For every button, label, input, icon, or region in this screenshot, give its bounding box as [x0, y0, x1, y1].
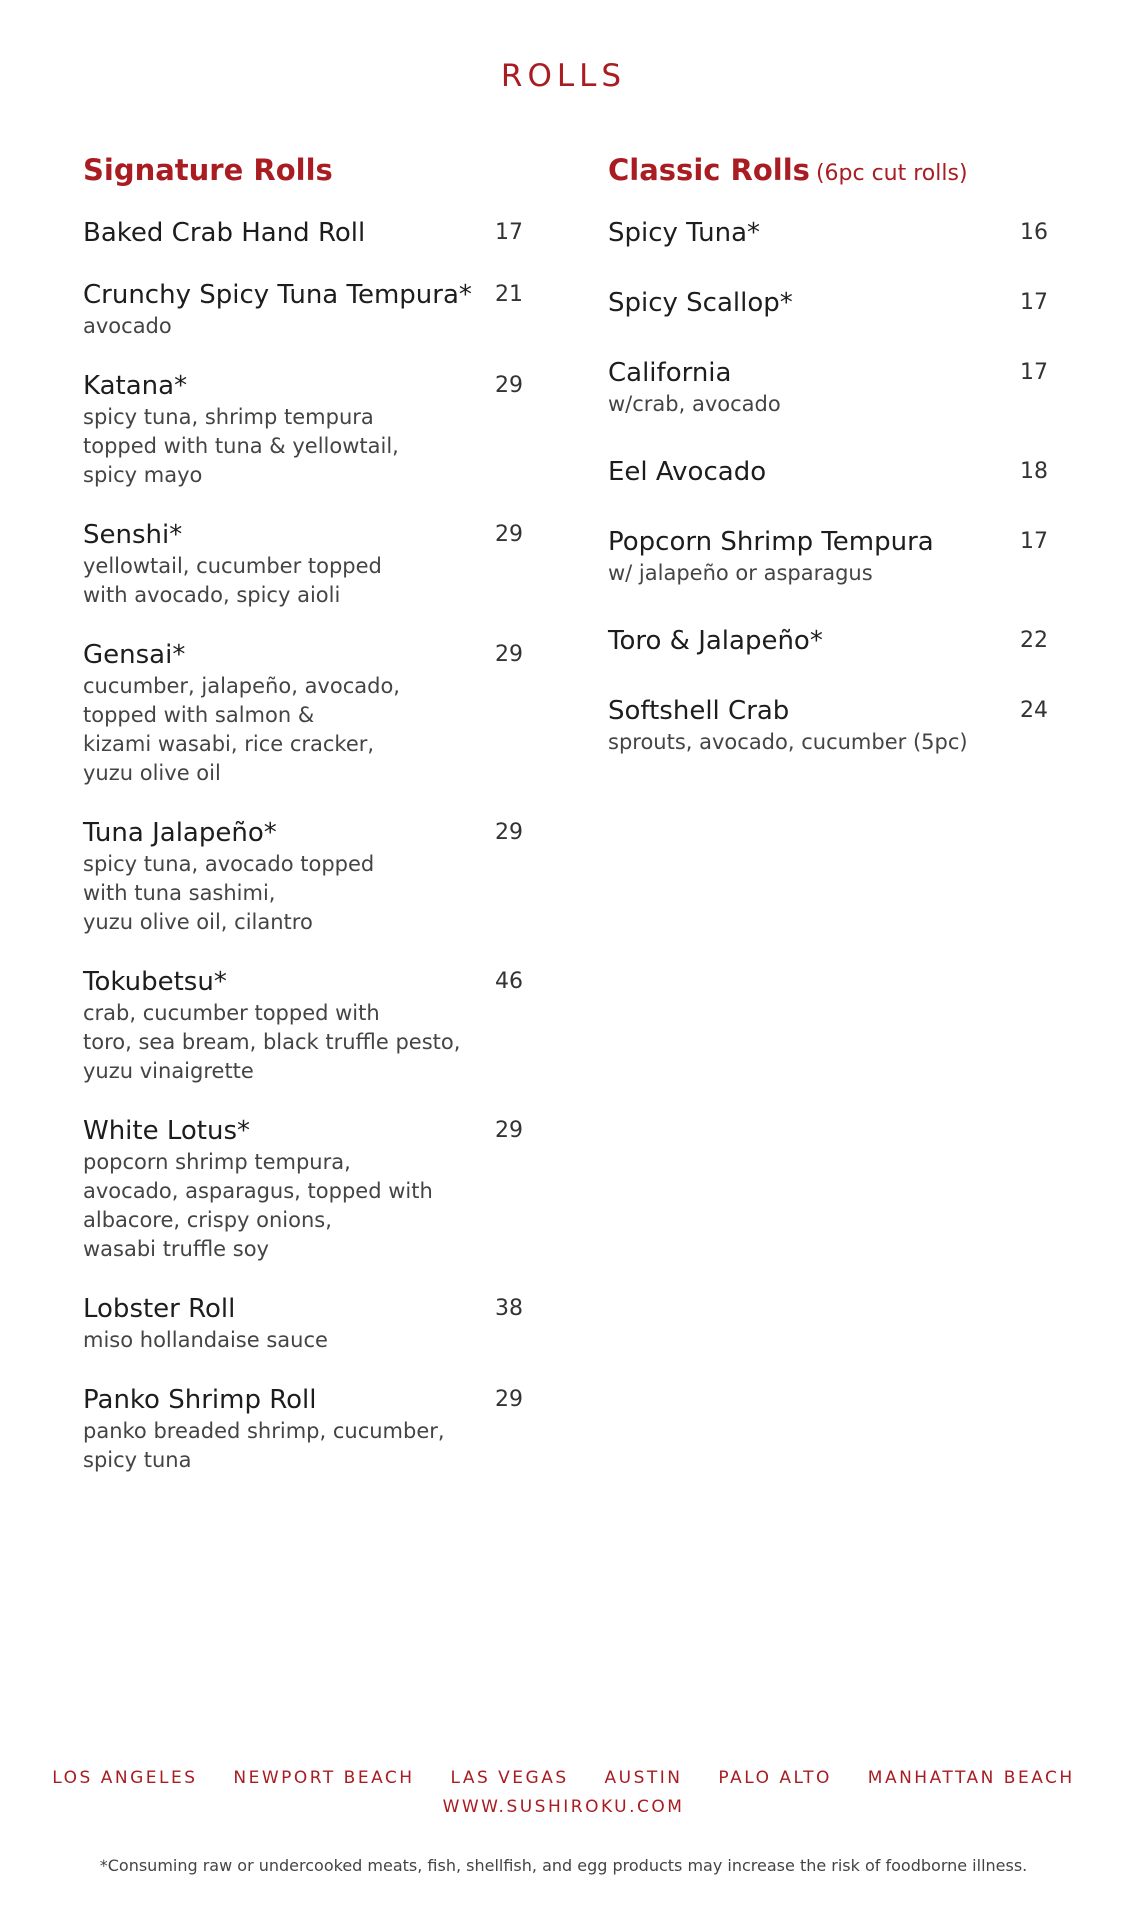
page-title: ROLLS [500, 58, 627, 94]
item-name: Toro & Jalapeño* [608, 626, 823, 656]
location-name: MANHATTAN BEACH [867, 1768, 1075, 1788]
website-link[interactable]: WWW.SUSHIROKU.COM [442, 1797, 685, 1817]
item-price: 22 [1020, 628, 1048, 653]
item-description: w/crab, avocado [608, 392, 781, 416]
menu-item [83, 278, 523, 341]
menu-item [608, 525, 1048, 588]
item-name: Tuna Jalapeño* [83, 818, 277, 848]
item-description: w/ jalapeño or asparagus [608, 561, 873, 585]
item-price: 29 [495, 373, 523, 398]
item-description: popcorn shrimp tempura, avocado, asparagus, topped with albacore, crispy onions, wasabi truffle soy [83, 1150, 433, 1261]
menu-item [83, 638, 523, 788]
item-price: 17 [1020, 529, 1048, 554]
menu-item [608, 455, 1048, 489]
item-name: Senshi* [83, 520, 183, 550]
item-price: 16 [1020, 220, 1048, 245]
location-name: PALO ALTO [718, 1768, 832, 1788]
item-price: 46 [495, 969, 523, 994]
menu-item [608, 694, 1048, 757]
item-price: 29 [495, 1118, 523, 1143]
food-safety-disclaimer: *Consuming raw or undercooked meats, fish, shellfish, and egg products may increase the risk of foodborne illness. [99, 1856, 1028, 1875]
menu-item [83, 816, 523, 937]
item-name: Gensai* [83, 640, 186, 670]
menu-item [83, 965, 523, 1086]
menu-item [83, 369, 523, 490]
item-price: 29 [495, 820, 523, 845]
menu-item [608, 624, 1048, 658]
menu-item [83, 216, 523, 250]
classic-rolls-subtitle: (6pc cut rolls) [815, 161, 968, 186]
menu-item [608, 216, 1048, 250]
item-price: 29 [495, 1387, 523, 1412]
location-name: NEWPORT BEACH [233, 1768, 415, 1788]
item-name: Lobster Roll [83, 1294, 236, 1324]
item-description: panko breaded shrimp, cucumber, spicy tuna [83, 1419, 445, 1472]
classic-rolls-list [608, 216, 1048, 757]
item-price: 17 [1020, 360, 1048, 385]
menu-item [83, 518, 523, 610]
location-name: LAS VEGAS [450, 1768, 569, 1788]
classic-rolls-title: Classic Rolls [608, 153, 810, 187]
item-description: miso hollandaise sauce [83, 1328, 328, 1352]
menu-item [608, 286, 1048, 320]
menu-item [608, 356, 1048, 419]
item-name: White Lotus* [83, 1116, 251, 1146]
item-price: 18 [1020, 459, 1048, 484]
location-name: AUSTIN [604, 1768, 683, 1788]
menu-item [83, 1292, 523, 1355]
item-name: Tokubetsu* [83, 967, 227, 997]
item-description: spicy tuna, avocado topped with tuna sashimi, yuzu olive oil, cilantro [83, 852, 375, 934]
item-description: crab, cucumber topped with toro, sea bream, black truffle pesto, yuzu vinaigrette [83, 1001, 461, 1083]
item-name: Crunchy Spicy Tuna Tempura* [83, 280, 472, 310]
location-name: LOS ANGELES [52, 1768, 198, 1788]
signature-rolls-heading: Signature Rolls [83, 153, 333, 187]
menu-item [83, 1383, 523, 1475]
signature-rolls-list [83, 216, 523, 1475]
item-name: Popcorn Shrimp Tempura [608, 527, 934, 557]
item-name: California [608, 358, 732, 388]
item-name: Eel Avocado [608, 457, 767, 487]
item-description: sprouts, avocado, cucumber (5pc) [608, 730, 968, 754]
item-price: 21 [495, 282, 523, 307]
item-name: Katana* [83, 371, 188, 401]
menu-item [83, 1114, 523, 1264]
classic-rolls-heading [608, 150, 1048, 190]
item-name: Spicy Scallop* [608, 288, 793, 318]
item-price: 38 [495, 1296, 523, 1321]
item-price: 29 [495, 642, 523, 667]
signature-rolls-column [83, 150, 523, 1503]
item-description: yellowtail, cucumber topped with avocado, spicy aioli [83, 554, 382, 607]
item-price: 29 [495, 522, 523, 547]
item-name: Baked Crab Hand Roll [83, 218, 366, 248]
item-price: 17 [1020, 290, 1048, 315]
item-name: Panko Shrimp Roll [83, 1385, 317, 1415]
locations-list [0, 1768, 1127, 1788]
item-name: Spicy Tuna* [608, 218, 761, 248]
item-price: 24 [1020, 698, 1048, 723]
item-description: spicy tuna, shrimp tempura topped with tuna & yellowtail, spicy mayo [83, 405, 399, 487]
item-description: cucumber, jalapeño, avocado, topped with salmon & kizami wasabi, rice cracker, yuzu olive oil [83, 674, 400, 785]
item-description: avocado [83, 314, 172, 338]
item-name: Softshell Crab [608, 696, 790, 726]
item-price: 17 [495, 220, 523, 245]
classic-rolls-column [608, 150, 1048, 793]
